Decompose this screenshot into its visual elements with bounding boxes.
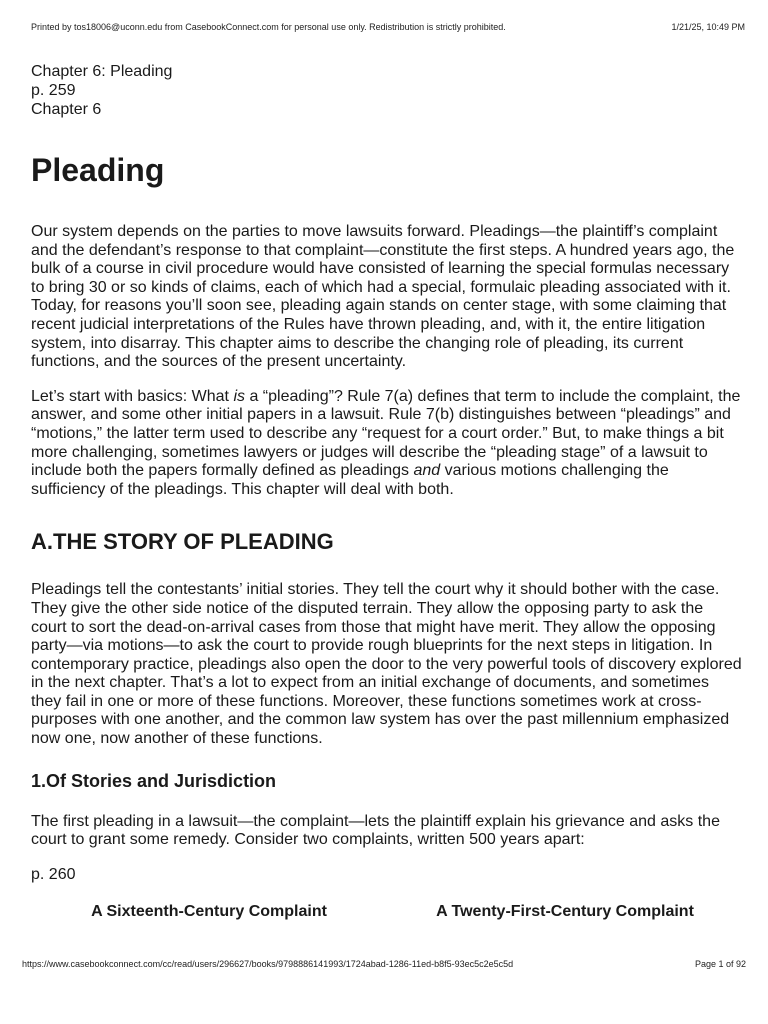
intro-paragraph: Our system depends on the parties to move lawsuits forward. Pleadings—the plaintiff’s complaint and the defendant’s response to that complaint—constitute the first steps. A hundred years ago, the bulk of a course in civil procedure would have consisted of learning the special formulas necessary to bring 30 or so kinds of claims, each of which had a special, formulaic pleading associated with it. Today, for reasons you’ll soon see, pleading again stands on center stage, with some claiming that recent judicial interpretations of the Rules have thrown pleading, and, with it, the entire litigation system, into disarray. This chapter aims to describe the changing role of pleading, its current functions, and the sources of the present uncertainty. (31, 223, 735, 371)
basics-text-1: Let’s start with basics: What (31, 387, 234, 405)
subsection-paragraph: The first pleading in a lawsuit—the complaint—lets the plaintiff explain his grievance and asks the court to grant some remedy. Consider two complaints, written 500 years apart: (31, 812, 720, 849)
basics-emphasis-is: is (233, 387, 246, 405)
print-timestamp: 1/21/25, 10:49 PM (671, 22, 745, 32)
page-count: Page 1 of 92 (694, 959, 746, 969)
basics-text-2: a “pleading”? Rule 7(a) defines that term to include the complaint, the answer, and some other initial papers in a lawsuit. Rule 7(b) distinguishes between “pleadings” and “motions,” the latter term used to describe any “request for a court order.” But, to make things a bit more challenging, sometimes lawyers or judges will describe the “pleading stage” of a lawsuit to include both the papers formally defined as pleadings (31, 387, 741, 480)
print-notice: Printed by tos18006@uconn.edu from CasebookConnect.com for personal use only. Redistribution is strictly prohibited. (31, 22, 506, 32)
basics-emphasis-and: and (413, 462, 441, 480)
source-url: https://www.casebookconnect.com/cc/read/users/296627/books/9798886141993/1724abad-1286-11ed-b8f5-93ec5c2e5c5d (22, 959, 514, 969)
print-header (31, 22, 745, 32)
page-reference: p. 259 (31, 82, 76, 99)
chapter-label: Chapter 6 (31, 101, 102, 118)
twenty-first-century-heading: A Twenty-First-Century Complaint (436, 902, 694, 920)
subsection-heading: 1.Of Stories and Jurisdiction (31, 770, 277, 791)
sixteenth-century-heading: A Sixteenth-Century Complaint (91, 902, 327, 920)
basics-text-3: various motions challenging the sufficiency of the pleadings. This chapter will deal with both. (31, 462, 669, 498)
section-paragraph: Pleadings tell the contestants’ initial stories. They tell the court why it should bother with the case. They give the other side notice of the disputed terrain. They allow the opposing party to ask the court to sort the dead-on-arrival cases from those that might have merit. They allow the opposing party—via motions—to ask the court to provide rough blueprints for the next steps in litigation. In contemporary practice, pleadings also open the door to the very powerful tools of discovery explored in the next chapter. That’s a lot to expect from an initial exchange of documents, and sometimes they fail in one or more of these functions. Moreover, these functions sometimes work at cross-purposes with one another, and the common law system has over the past millennium emphasized now one, now another of these functions. (31, 581, 742, 748)
page-title: Pleading (31, 152, 165, 188)
document-body (31, 62, 743, 921)
section-heading: A.THE STORY OF PLEADING (31, 529, 334, 555)
chapter-title: Chapter 6: Pleading (31, 63, 173, 80)
basics-paragraph (31, 388, 743, 500)
print-footer (22, 959, 746, 969)
page-marker: p. 260 (31, 865, 76, 883)
comparison-headings (31, 903, 743, 921)
